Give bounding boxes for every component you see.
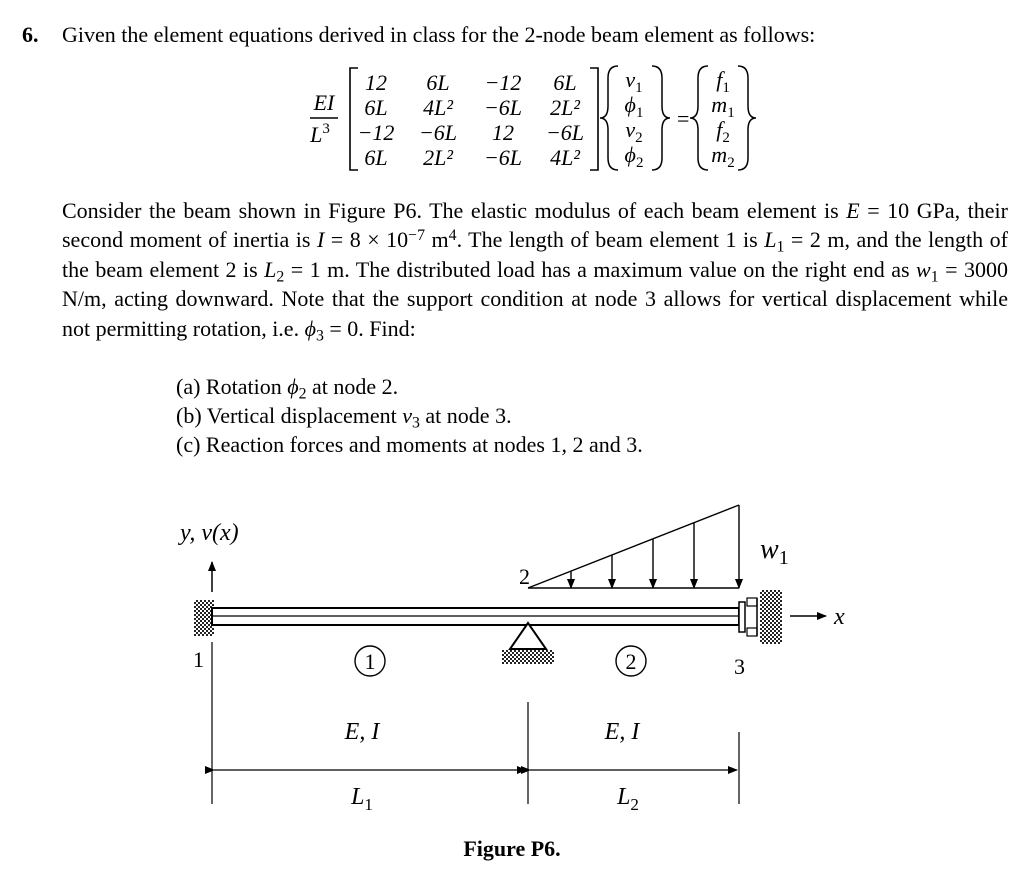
length-1-label: $L_1$	[351, 784, 373, 814]
node-2-label: 2	[519, 564, 530, 589]
problem-statement: Consider the beam shown in Figure P6. The elastic modulus of each beam element is E = 10 GPa, their second moment of inertia is $I = 8 \times 10^{-7}$ $m^4$. The length of beam element 1 is $L_1 = 2$ m, and the length of the beam element 2 is $L_2 = 1$ m. The distributed load has a maximum value on the right end as $w_1 = 3000$ N/m, acting downward. Note that the support condition at node 3 allows for vertical displacement while not permitting rotation, i.e. $\phi_3 = 0$. Find:	[62, 198, 1008, 345]
coeff-denominator: L	[310, 122, 323, 147]
matrix-cell-3-1: 2L²	[423, 145, 453, 170]
unknown-0: $v_1$	[625, 67, 643, 96]
figure-caption: Figure P6.	[463, 836, 561, 861]
y-axis-label: y, v(x)	[180, 520, 239, 546]
x-axis-label: x	[834, 604, 845, 630]
matrix-cell-2-2: 12	[492, 120, 514, 145]
matrix-cell-0-0: 12	[365, 70, 387, 95]
matrix-cell-3-0: 6L	[364, 145, 388, 170]
matrix-cell-1-1: 4L²	[423, 95, 453, 120]
load-1: $m_1$	[711, 92, 735, 121]
matrix-cell-1-3: 2L²	[550, 95, 580, 120]
pin-support-node2	[510, 623, 546, 649]
load-2: $f_2$	[716, 117, 730, 146]
part-a: (a) Rotation $\phi_2$ at node 2.	[176, 374, 399, 403]
matrix-cell-1-2: −6L	[483, 95, 523, 120]
equals-sign: =	[677, 106, 690, 131]
question-number: 6.	[22, 22, 39, 47]
unknown-3: $\phi_2$	[624, 142, 644, 171]
unknown-1: $\phi_1$	[624, 92, 644, 121]
matrix-cell-3-2: −6L	[483, 145, 523, 170]
matrix-cell-0-1: 6L	[426, 70, 450, 95]
matrix-cell-3-3: 4L²	[550, 145, 580, 170]
matrix-cell-2-0: −12	[357, 120, 395, 145]
coeff-exponent: 3	[322, 121, 330, 137]
element-2-props: E, I	[604, 719, 640, 745]
part-b: (b) Vertical displacement $v_3$ at node 3.	[176, 403, 512, 432]
element-1-props: E, I	[344, 719, 380, 745]
question-intro: Given the element equations derived in class for the 2-node beam element as follows:	[62, 22, 816, 47]
element-2-label: 2	[625, 649, 637, 674]
element-1-label: 1	[364, 649, 376, 674]
coeff-numerator: EI	[313, 90, 335, 115]
length-2-label: $L_2$	[617, 784, 639, 814]
load-label: $w_1$	[760, 534, 789, 569]
matrix-cell-2-1: −6L	[418, 120, 458, 145]
node-1-label: 1	[193, 647, 204, 672]
load-3: $m_2$	[711, 142, 735, 171]
part-c: (c) Reaction forces and moments at nodes 1, 2 and 3.	[176, 432, 643, 457]
matrix-cell-1-0: 6L	[364, 95, 388, 120]
distributed-load	[528, 505, 739, 588]
load-0: $f_1$	[716, 67, 730, 96]
matrix-cell-0-3: 6L	[553, 70, 577, 95]
node-3-label: 3	[734, 654, 745, 679]
unknown-2: $v_2$	[625, 117, 643, 146]
pin-ground	[502, 650, 554, 664]
guided-support-node3	[739, 590, 782, 644]
matrix-cell-0-2: −12	[484, 70, 522, 95]
matrix-cell-2-3: −6L	[545, 120, 585, 145]
